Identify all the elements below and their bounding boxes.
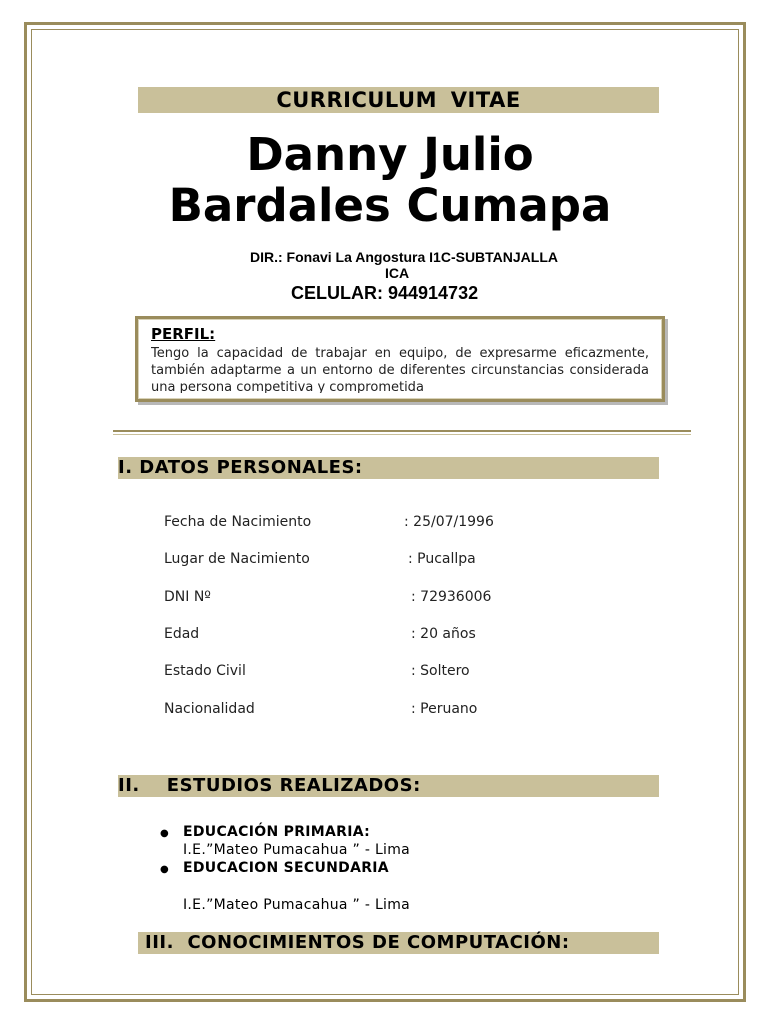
row-label-dni: DNI Nº (164, 589, 211, 605)
name-line-2: Bardales Cumapa (168, 179, 612, 232)
section-title-computing: III. CONOCIMIENTOS DE COMPUTACIÓN: (145, 932, 570, 953)
edu-school-secondary: I.E.”Mateo Pumacahua ” - Lima (183, 897, 411, 913)
section-title-personal: I. DATOS PERSONALES: (118, 457, 363, 478)
profile-text: Tengo la capacidad de trabajar en equipo, de expresarme eficazmente, también adaptarme a un entorno de diferentes circunstancias considerada una persona competitiva y comprometida (151, 346, 649, 393)
edu-heading-secondary: EDUCACION SECUNDARIA (183, 860, 389, 876)
row-value-birthplace: : Pucallpa (408, 551, 476, 567)
separator-line-thin (113, 434, 691, 435)
phone-number: CELULAR: 944914732 (291, 283, 479, 303)
bullet-icon: ● (160, 864, 169, 875)
row-value-age: : 20 años (411, 626, 476, 642)
document-title: CURRICULUM VITAE (276, 88, 521, 112)
edu-school-primary: I.E.”Mateo Pumacahua ” - Lima (183, 842, 411, 858)
separator-line (113, 430, 691, 432)
row-value-civil-status: : Soltero (411, 663, 470, 679)
edu-heading-primary: EDUCACIÓN PRIMARIA: (183, 824, 371, 840)
row-value-nationality: : Peruano (411, 701, 478, 717)
row-label-civil-status: Estado Civil (164, 663, 246, 679)
address-line-1: DIR.: Fonavi La Angostura I1C-SUBTANJALLA (250, 249, 559, 265)
row-label-birthplace: Lugar de Nacimiento (164, 551, 310, 567)
profile-title: PERFIL: (151, 325, 216, 343)
row-label-age: Edad (164, 626, 200, 642)
row-value-birthdate: : 25/07/1996 (404, 514, 494, 530)
address-line-2: ICA (385, 265, 410, 281)
name-line-1: Danny Julio (246, 128, 534, 181)
row-label-nationality: Nacionalidad (164, 701, 255, 717)
section-title-studies: II. ESTUDIOS REALIZADOS: (118, 775, 421, 796)
row-value-dni: : 72936006 (411, 589, 492, 605)
row-label-birthdate: Fecha de Nacimiento (164, 514, 312, 530)
bullet-icon: ● (160, 828, 169, 839)
